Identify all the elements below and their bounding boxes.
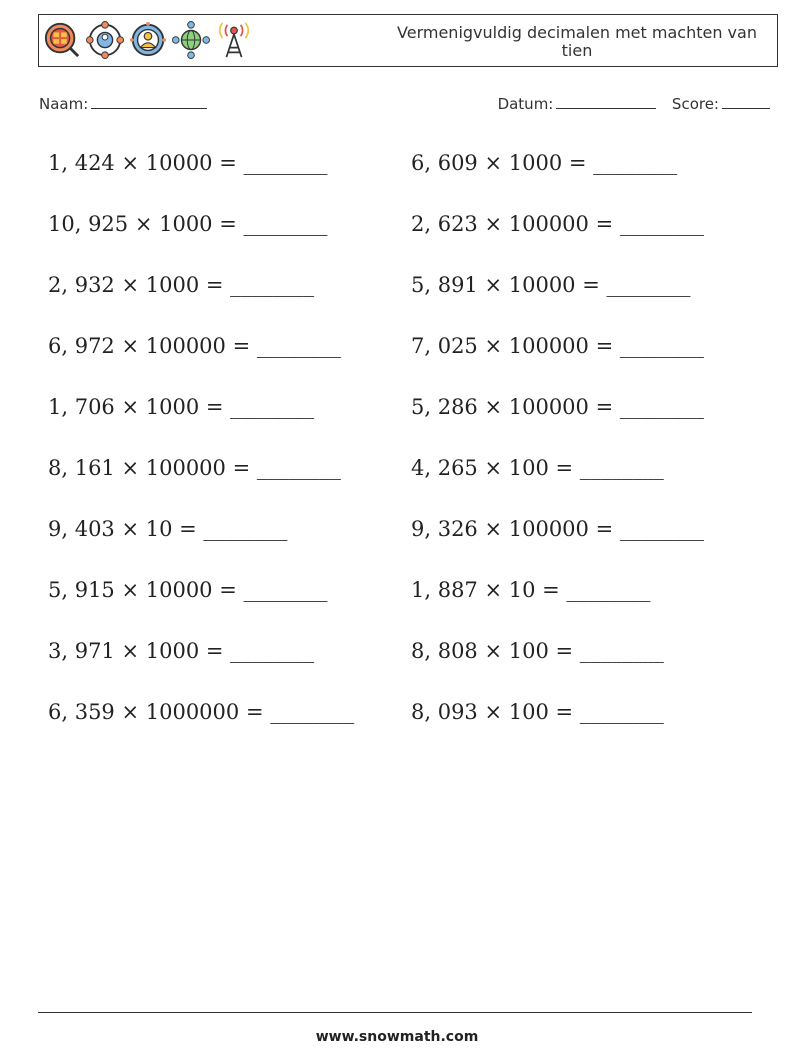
problem-row (48, 635, 768, 696)
problem-item: 1, 887 × 10 = ________ (411, 578, 651, 602)
user-profile-icon (129, 21, 167, 59)
problem-row (48, 513, 768, 574)
date-score-field (498, 93, 770, 113)
problem-row (48, 574, 768, 635)
problem-item: 2, 623 × 100000 = ________ (411, 212, 704, 236)
problem-item: 3, 971 × 1000 = ________ (48, 639, 315, 663)
problem-row (48, 391, 768, 452)
score-blank[interactable] (722, 93, 770, 109)
globe-network-icon (172, 21, 210, 59)
date-blank[interactable] (556, 93, 656, 109)
problem-item: 5, 891 × 10000 = ________ (411, 273, 691, 297)
date-label: Datum: (497, 95, 554, 113)
score-label: Score: (671, 95, 719, 113)
problem-item: 8, 161 × 100000 = ________ (48, 456, 341, 480)
problem-item: 8, 093 × 100 = ________ (411, 700, 664, 724)
worksheet-title: Vermenigvuldig decimalen met machten van tien (397, 23, 757, 60)
icon-strip (43, 21, 253, 61)
problem-item: 6, 609 × 1000 = ________ (411, 151, 678, 175)
name-label: Naam: (39, 95, 89, 113)
footer-website: www.snowmath.com (315, 1029, 479, 1045)
name-blank[interactable] (91, 93, 207, 109)
problem-item: 6, 359 × 1000000 = ________ (48, 700, 355, 724)
problem-row (48, 696, 768, 757)
problem-item: 6, 972 × 100000 = ________ (48, 334, 341, 358)
problems-grid (48, 147, 768, 757)
problem-item: 5, 915 × 10000 = ________ (48, 578, 328, 602)
footer-divider (38, 1012, 752, 1013)
name-field (39, 93, 207, 113)
problem-row (48, 269, 768, 330)
problem-row (48, 452, 768, 513)
problem-item: 9, 403 × 10 = ________ (48, 517, 288, 541)
problem-item: 8, 808 × 100 = ________ (411, 639, 664, 663)
problem-item: 1, 706 × 1000 = ________ (48, 395, 315, 419)
problem-item: 10, 925 × 1000 = ________ (48, 212, 328, 236)
problem-item: 1, 424 × 10000 = ________ (48, 151, 328, 175)
radio-tower-icon (215, 21, 253, 59)
header-box (38, 14, 778, 67)
problem-item: 5, 286 × 100000 = ________ (411, 395, 704, 419)
problem-item: 2, 932 × 1000 = ________ (48, 273, 315, 297)
problem-row (48, 208, 768, 269)
pizza-cutter-icon (43, 21, 81, 59)
problem-row (48, 330, 768, 391)
user-network-icon (86, 21, 124, 59)
problem-item: 7, 025 × 100000 = ________ (411, 334, 704, 358)
problem-item: 9, 326 × 100000 = ________ (411, 517, 704, 541)
problem-row (48, 147, 768, 208)
problem-item: 4, 265 × 100 = ________ (411, 456, 664, 480)
